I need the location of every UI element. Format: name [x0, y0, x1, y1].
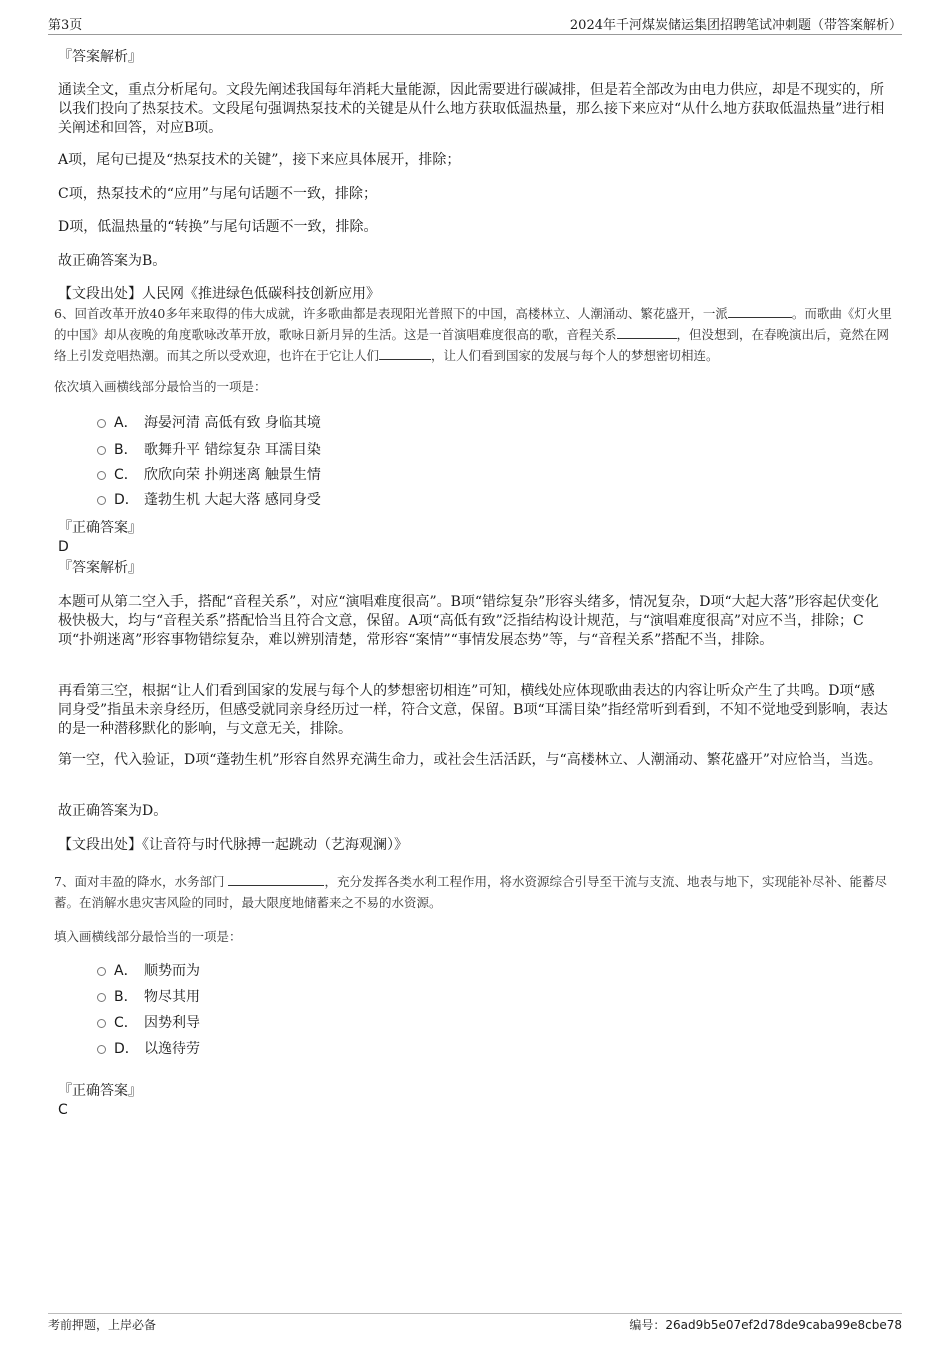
answer-label: 『正确答案』	[58, 520, 142, 536]
correct-answer: C	[58, 1102, 68, 1118]
answer-label: 『正确答案』	[58, 1083, 142, 1099]
radio-icon[interactable]	[97, 419, 106, 428]
document-title: 2024年千河煤炭储运集团招聘笔试冲刺题（带答案解析）	[569, 18, 902, 33]
option-d[interactable]: D． 以逸待劳	[97, 1039, 200, 1059]
question-stem: 7、面对丰盈的降水，水务部门 ，充分发挥各类水利工程作用，将水资源综合引导至干流与支流、地表与地下，实现能补尽补、能蓄尽蓄。在消解水患灾害风险的同时，最大限度地储蓄来之不易的水资源。	[54, 871, 900, 913]
radio-icon[interactable]	[97, 496, 106, 505]
answer-blank	[379, 345, 431, 360]
radio-icon[interactable]	[97, 446, 106, 455]
source-citation: 【文段出处】人民网《推进绿色低碳科技创新应用》	[58, 286, 380, 302]
question-prompt: 依次填入画横线部分最恰当的一项是：	[54, 379, 267, 394]
conclusion-text: 故正确答案为D。	[58, 803, 168, 819]
option-a[interactable]: A． 海晏河清 高低有致 身临其境	[97, 413, 321, 433]
radio-icon[interactable]	[97, 1019, 106, 1028]
analysis-label: 『答案解析』	[58, 49, 142, 65]
radio-icon[interactable]	[97, 993, 106, 1002]
radio-icon[interactable]	[97, 471, 106, 480]
analysis-paragraph: C项，热泵技术的“应用”与尾句话题不一致，排除；	[58, 186, 378, 202]
analysis-paragraph: 本题可从第二空入手，搭配“音程关系”，对应“演唱难度很高”。B项“错综复杂”形容头绪多，情况复杂，D项“大起大落”形容起伏变化极快极大，均与“音程关系”搭配恰当且符合文意，保留。A项“高低有致”泛指结构设计规范，与“演唱难度很高”对应不当，排除；C项“扑朔迷离”形容事物错综复杂，难以辨别清楚，常形容“案情”“事情发展态势”等，与“音程关系”搭配不当，排除。	[58, 594, 879, 648]
page-header	[48, 14, 902, 35]
analysis-label: 『答案解析』	[58, 560, 142, 576]
analysis-paragraph: 通读全文，重点分析尾句。文段先阐述我国每年消耗大量能源，因此需要进行碳减排，但是若全部改为由电力供应，却是不现实的，所以我们投向了热泵技术。文段尾句强调热泵技术的关键是从什么地方获取低温热量，那么接下来应对“从什么地方获取低温热量”进行相关阐述和回答，对应B项。	[58, 82, 885, 136]
source-citation: 【文段出处】《让音符与时代脉搏一起跳动（艺海观澜）》	[58, 837, 408, 853]
answer-blank	[617, 324, 677, 339]
option-c[interactable]: C． 欣欣向荣 扑朔迷离 触景生情	[97, 465, 321, 485]
document-code: 编号：26ad9b5e07ef2d78de9caba99e8cbe78	[629, 1318, 902, 1332]
page-footer	[48, 1313, 902, 1334]
correct-answer: D	[58, 539, 69, 555]
radio-icon[interactable]	[97, 967, 106, 976]
footer-slogan: 考前押题，上岸必备	[48, 1318, 157, 1332]
analysis-paragraph: 第一空，代入验证，D项“蓬勃生机”形容自然界充满生命力，或社会生活活跃，与“高楼林立、人潮涌动、繁花盛开”对应恰当，当选。	[58, 752, 882, 768]
page-number: 第3页	[48, 18, 83, 33]
answer-blank	[228, 871, 324, 886]
radio-icon[interactable]	[97, 1045, 106, 1054]
analysis-paragraph: D项，低温热量的“转换”与尾句话题不一致，排除。	[58, 219, 378, 235]
answer-blank	[728, 303, 792, 318]
question-prompt: 填入画横线部分最恰当的一项是：	[54, 929, 242, 944]
question-stem: 6、回首改革开放40多年来取得的伟大成就，许多歌曲都是表现阳光普照下的中国，高楼林立、人潮涌动、繁花盛开，一派 。而歌曲《灯火里的中国》却从夜晚的角度歌咏改革开放，歌咏日新月异的生活。这是一首演唱难度很高的歌，音程关系 ，但没想到，在春晚演出后，竟然在网络上引发竞唱热潮。而其之所以受欢迎，也许在于它让人们 ，让人们看到国家的发展与每个人的梦想密切相连。	[54, 303, 900, 366]
analysis-paragraph: A项，尾句已提及“热泵技术的关键”，接下来应具体展开，排除；	[58, 152, 461, 168]
option-c[interactable]: C． 因势利导	[97, 1013, 200, 1033]
option-b[interactable]: B． 歌舞升平 错综复杂 耳濡目染	[97, 440, 321, 460]
conclusion-text: 故正确答案为B。	[58, 253, 167, 269]
option-d[interactable]: D． 蓬勃生机 大起大落 感同身受	[97, 490, 321, 510]
analysis-paragraph: 再看第三空，根据“让人们看到国家的发展与每个人的梦想密切相连”可知，横线处应体现歌曲表达的内容让听众产生了共鸣。D项“感同身受”指虽未亲身经历，但感受就同亲身经历过一样，符合文意，保留。B项“耳濡目染”指经常听到看到，不知不觉地受到影响，表达的是一种潜移默化的影响，与文意无关，排除。	[58, 683, 888, 737]
option-a[interactable]: A． 顺势而为	[97, 961, 200, 981]
option-b[interactable]: B． 物尽其用	[97, 987, 200, 1007]
